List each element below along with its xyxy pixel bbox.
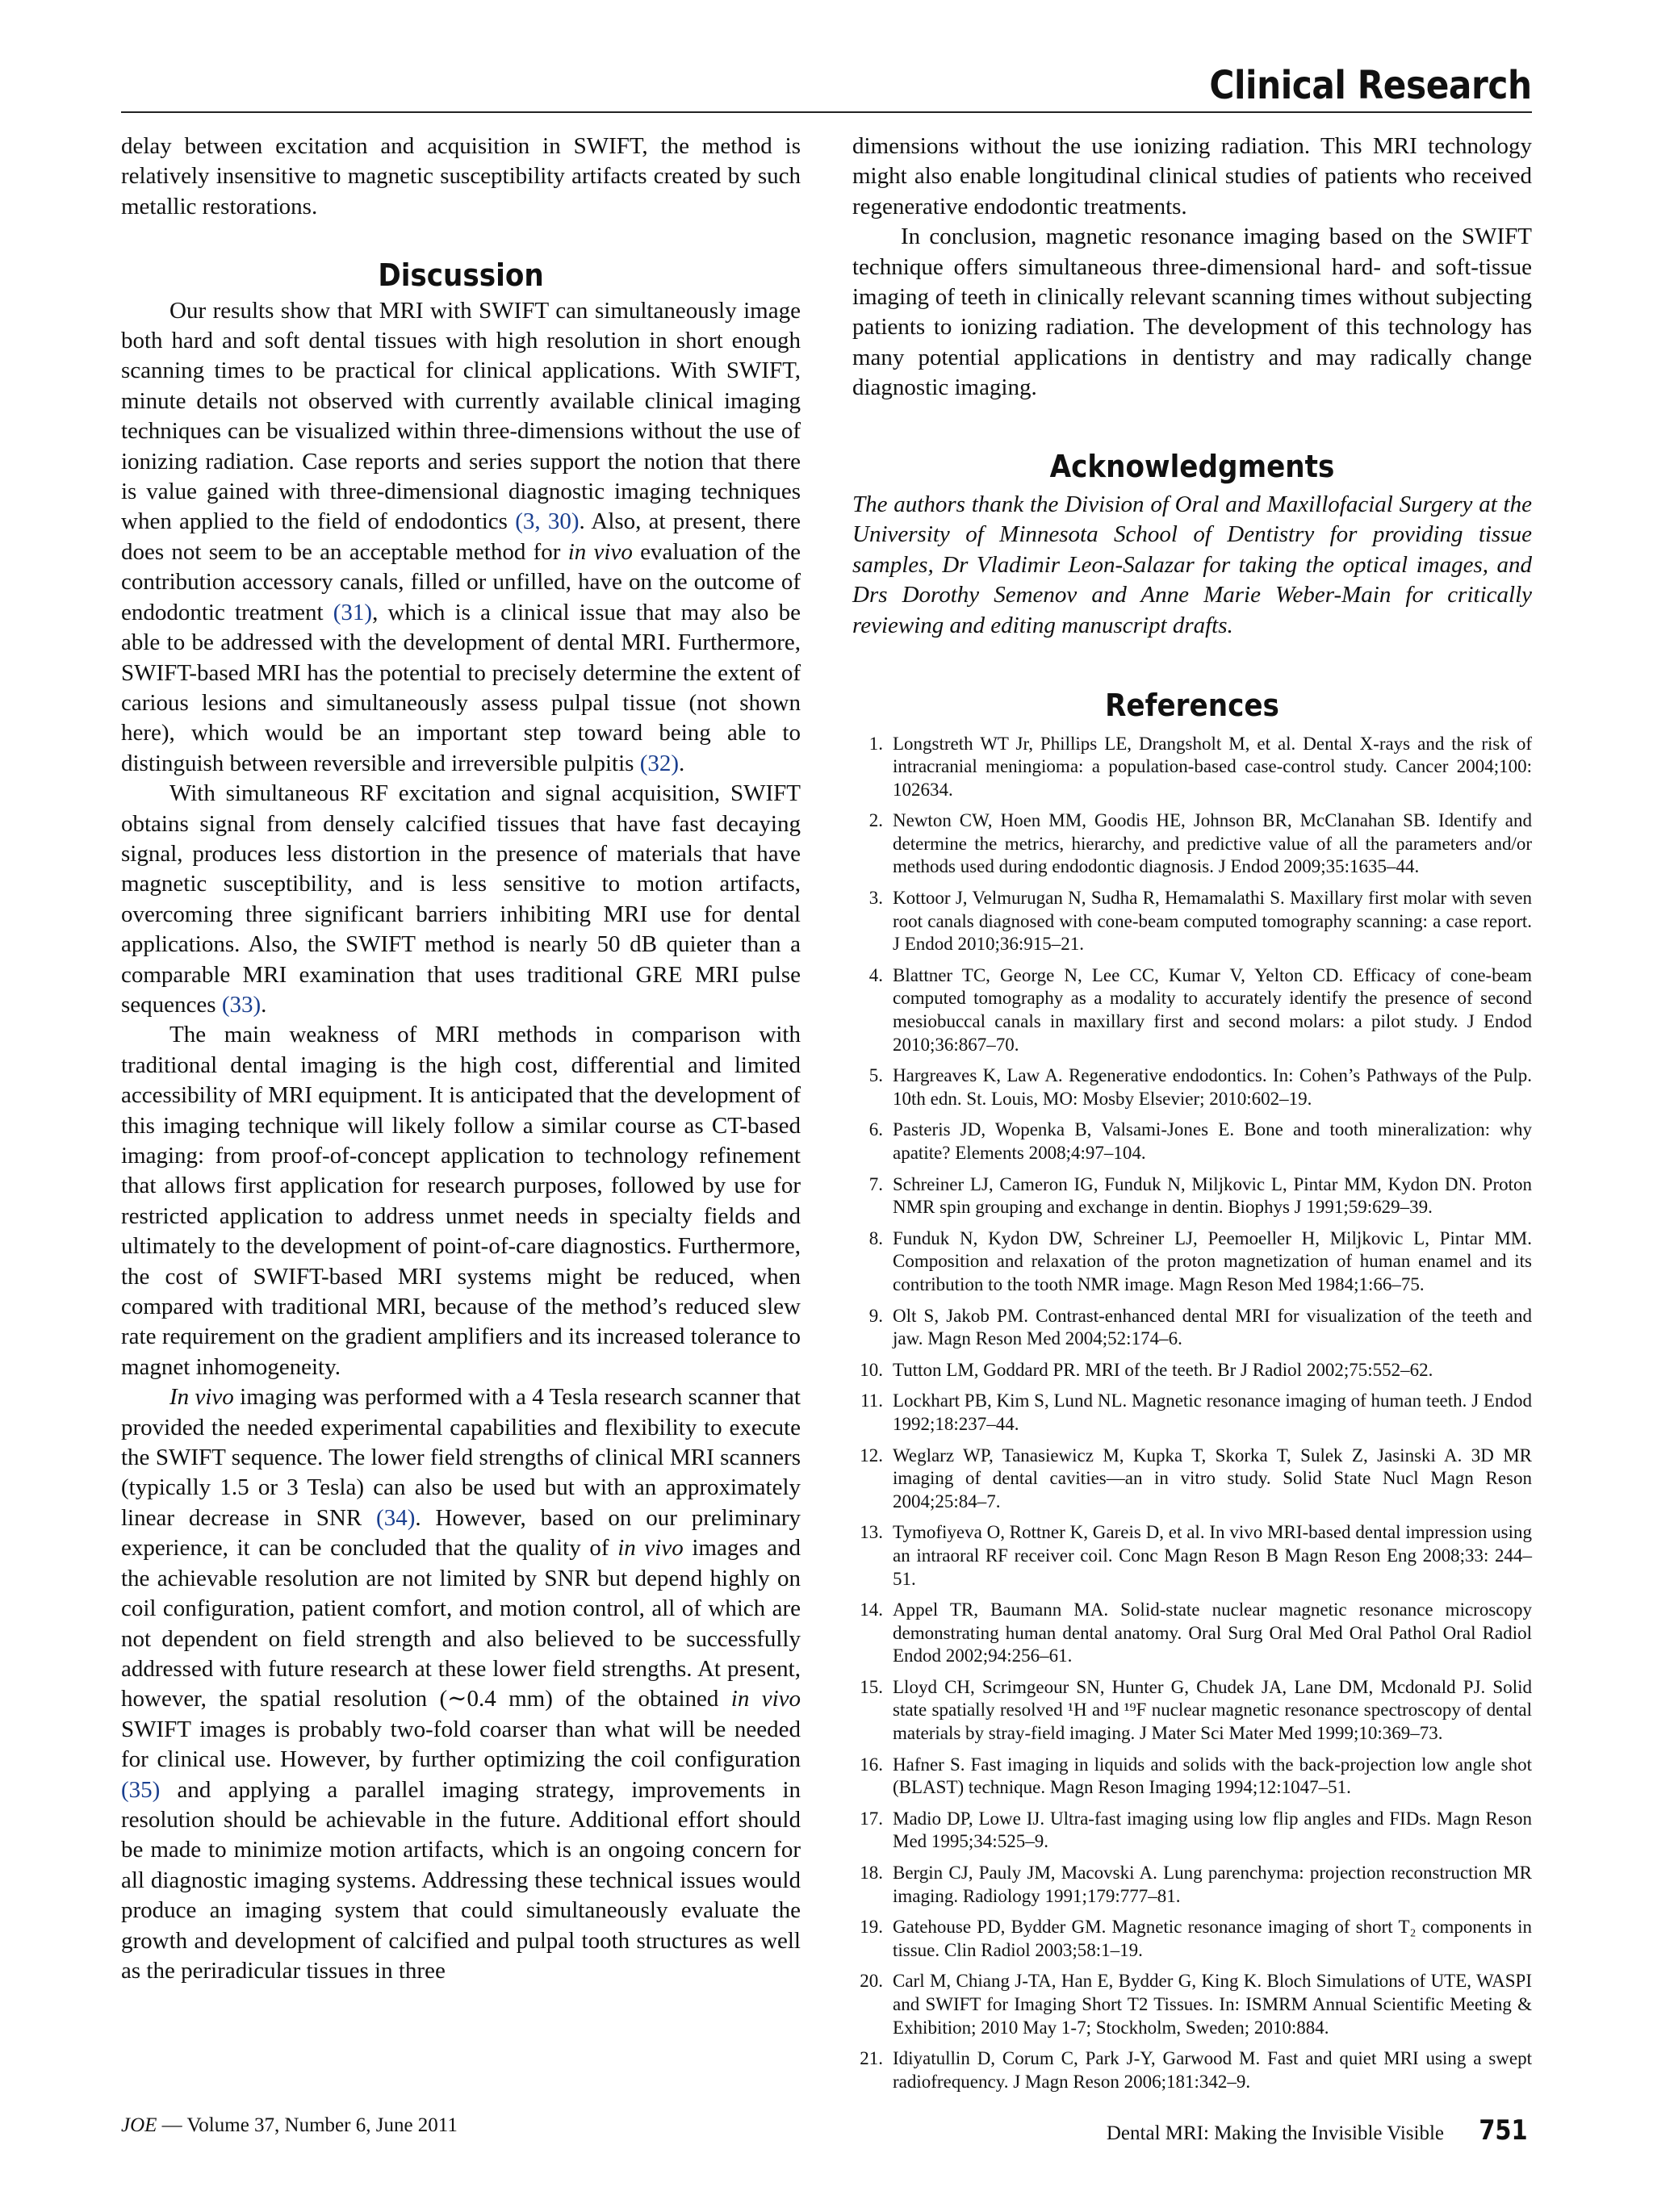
reference-number: 5. xyxy=(868,1065,883,1086)
reference-number: 1. xyxy=(868,733,883,754)
reference-item xyxy=(852,1064,1532,1110)
reference-item xyxy=(852,1445,1532,1514)
reference-text: Newton CW, Hoen MM, Goodis HE, Johnson BR, McClanahan SB. Identify and determine the metrics, hierarchy, and predictive value of all the parameters and/or methods used during endodontic diagnosis. J Endod 2009;35:1635–44. xyxy=(893,810,1532,877)
reference-number: 12. xyxy=(860,1445,883,1466)
reference-number: 13. xyxy=(860,1522,883,1543)
section-header-title: Clinical Research xyxy=(1209,63,1532,108)
reference-item xyxy=(852,1862,1532,1908)
citation-link[interactable]: (35) xyxy=(121,1776,161,1803)
reference-text: Hargreaves K, Law A. Regenerative endodontics. In: Cohen’s Pathways of the Pulp. 10th edn. St. Louis, MO: Mosby Elsevier; 2010:602–19. xyxy=(893,1065,1532,1109)
reference-item xyxy=(852,1970,1532,2039)
reference-item xyxy=(852,1390,1532,1436)
reference-text: Blattner TC, George N, Lee CC, Kumar V, Yelton CD. Efficacy of cone-beam computed tomography as a modality to accurately identify the presence of second mesiobuccal canals in maxillary first and second molars: a pilot study. J Endod 2010;36:867–70. xyxy=(893,964,1532,1055)
reference-text: Kottoor J, Velmurugan N, Sudha R, Hemamalathi S. Maxillary first molar with seven root canals diagnosed with cone-beam computed tomography scanning: a case report. J Endod 2010;36:915–21. xyxy=(893,888,1532,955)
reference-text: Funduk N, Kydon DW, Schreiner LJ, Peemoeller H, Miljkovic L, Pintar MM. Composition and relaxation of the proton magnetization of human enamel and its contribution to the tooth NMR image. Magn Reson Med 1984;1:66–75. xyxy=(893,1227,1532,1294)
reference-text: Longstreth WT Jr, Phillips LE, Drangsholt M, et al. Dental X-rays and the risk of intracranial meningioma: a population-based case-control study. Cancer 2004;100: 102634. xyxy=(893,733,1532,800)
reference-item xyxy=(852,1676,1532,1746)
reference-number: 4. xyxy=(868,964,883,985)
reference-item xyxy=(852,1754,1532,1800)
references-heading: References xyxy=(1105,688,1279,724)
reference-item xyxy=(852,733,1532,802)
reference-number: 9. xyxy=(868,1305,883,1326)
reference-text: Gatehouse PD, Bydder GM. Magnetic resonance imaging of short T₂ components in tissue. Clin Radiol 2003;58:1–19. xyxy=(893,1917,1532,1960)
discussion-paragraph-3: The main weakness of MRI methods in comparison with traditional dental imaging is the high cost, differential and limited accessibility of MRI equipment. It is anticipated that the development of this imaging technique will likely follow a similar course as CT-based imaging: from proof-of-concept application to technology refinement that allows first application for research purposes, followed by use for restricted application to address unmet needs in specialty fields and ultimately to the development of point-of-care diagnostics. Furthermore, the cost of SWIFT-based MRI systems might be reduced, when compared with traditional MRI, because of the method’s reduced slew rate requirement on the gradient amplifiers and its increased tolerance to magnet inhomogeneity. xyxy=(121,1022,801,1380)
reference-text: Lloyd CH, Scrimgeour SN, Hunter G, Chudek JA, Lane DM, Mcdonald PJ. Solid state spatially resolved ¹H and ¹⁹F nuclear magnetic resonance spectroscopy of dental materials by stray-field imaging. J Mater Sci Mater Med 1999;10:369–73. xyxy=(893,1676,1532,1744)
footer-right xyxy=(1107,2114,1532,2147)
page-number: 751 xyxy=(1479,2114,1528,2147)
reference-number: 14. xyxy=(860,1599,883,1620)
reference-text: Pasteris JD, Wopenka B, Valsami-Jones E. Bone and tooth mineralization: why apatite? Elements 2008;4:97–104. xyxy=(893,1119,1532,1163)
reference-item xyxy=(852,1599,1532,1668)
reference-item xyxy=(852,1359,1532,1382)
reference-item xyxy=(852,887,1532,956)
footer-journal: JOE — Volume 37, Number 6, June 2011 xyxy=(121,2114,458,2136)
references-list xyxy=(852,733,1532,2094)
reference-item xyxy=(852,1173,1532,1219)
reference-item xyxy=(852,964,1532,1056)
reference-text: Weglarz WP, Tanasiewicz M, Kupka T, Skorka T, Sulek Z, Jasinski A. 3D MR imaging of dental cavities—an in vitro study. Solid State Nucl Magn Reson 2004;25:84–7. xyxy=(893,1445,1532,1512)
reference-item xyxy=(852,1305,1532,1351)
reference-item xyxy=(852,1119,1532,1165)
discussion-paragraph-4: In vivo imaging was performed with a 4 Tesla research scanner that provided the needed experimental capabilities and flexibility to execute the SWIFT sequence. The lower field strengths of clinical MRI scanners (typically 1.5 or 3 Tesla) can also be used but with an approximately linear decrease in SNR (34). However, based on our preliminary experience, it can be concluded that the quality of in vivo images and the achievable resolution are not limited by SNR but depend highly on coil configuration, patient comfort, and motion control, all of which are not dependent on field strength and also believed to be successfully addressed with future research at these lower field strengths. At present, however, the spatial resolution (∼0.4 mm) of the obtained in vivo SWIFT images is probably two-fold coarser than what will be needed for clinical use. However, by further optimizing the coil configuration (35) and applying a parallel imaging strategy, improvements in resolution should be achievable in the future. Additional effort should be made to minimize motion artifacts, which is an ongoing concern for all diagnostic imaging systems. Addressing these technical issues would produce an imaging system that could simultaneously evaluate the growth and development of calcified and pulpal tooth structures as well as the periradicular tissues in three xyxy=(121,1384,801,1984)
citation-link[interactable]: (32) xyxy=(639,750,680,776)
left-column xyxy=(121,132,801,1986)
reference-text: Tymofiyeva O, Rottner K, Gareis D, et al. In vivo MRI-based dental impression using an intraoral RF receiver coil. Conc Magn Reson B Magn Reson Eng 2008;33: 244–51. xyxy=(893,1522,1532,1589)
reference-text: Tutton LM, Goddard PR. MRI of the teeth. Br J Radiol 2002;75:552–62. xyxy=(893,1359,1433,1380)
reference-text: Hafner S. Fast imaging in liquids and solids with the back-projection low angle shot (BLAST) technique. Magn Reson Imaging 1994;12:1047–51. xyxy=(893,1754,1532,1798)
reference-number: 11. xyxy=(860,1390,883,1411)
reference-number: 21. xyxy=(860,2048,883,2069)
acknowledgments-heading: Acknowledgments xyxy=(1049,448,1335,484)
header-rule xyxy=(121,111,1532,113)
reference-item xyxy=(852,809,1532,879)
intro-paragraph: delay between excitation and acquisition in SWIFT, the method is relatively insensitive to magnetic susceptibility artifacts created by such metallic restorations. xyxy=(121,133,801,220)
discussion-heading: Discussion xyxy=(378,257,544,294)
reference-item xyxy=(852,1808,1532,1854)
reference-number: 3. xyxy=(868,888,883,909)
reference-number: 8. xyxy=(868,1227,883,1248)
reference-number: 6. xyxy=(868,1119,883,1140)
conclusion-paragraph: In conclusion, magnetic resonance imaging based on the SWIFT technique offers simultaneous three-dimensional hard- and soft-tissue imaging of teeth in clinically relevant scanning times without subjecting patients to ionizing radiation. The development of this technology has many potential applications in dentistry and may radically change diagnostic imaging. xyxy=(852,224,1532,401)
reference-number: 17. xyxy=(860,1808,883,1829)
reference-number: 19. xyxy=(860,1917,883,1938)
reference-number: 18. xyxy=(860,1863,883,1884)
citation-link[interactable]: (33) xyxy=(221,991,262,1018)
acknowledgments-text: The authors thank the Division of Oral and Maxillofacial Surgery at the University of Minnesota School of Dentistry for providing tissue samples, Dr Vladimir Leon-Salazar for taking the optical images, and Drs Dorothy Semenov and Anne Marie Weber-Main for critically reviewing and editing manuscript drafts. xyxy=(852,491,1532,638)
continued-paragraph: dimensions without the use ionizing radiation. This MRI technology might also enable longitudinal clinical studies of patients who received regenerative endodontic treatments. xyxy=(852,133,1532,220)
reference-number: 10. xyxy=(860,1359,883,1380)
reference-text: Schreiner LJ, Cameron IG, Funduk N, Miljkovic L, Pintar MM, Kydon DN. Proton NMR spin grouping and exchange in dentin. Biophys J 1991;59:629–39. xyxy=(893,1173,1532,1218)
reference-text: Idiyatullin D, Corum C, Park J-Y, Garwood M. Fast and quiet MRI using a swept radiofrequency. J Magn Reson 2006;181:342–9. xyxy=(893,2048,1532,2092)
running-title: Dental MRI: Making the Invisible Visible xyxy=(1106,2122,1445,2144)
reference-item xyxy=(852,1227,1532,1297)
reference-item xyxy=(852,2047,1532,2093)
reference-item xyxy=(852,1916,1532,1962)
reference-number: 2. xyxy=(868,810,883,831)
discussion-paragraph-2: With simultaneous RF excitation and signal acquisition, SWIFT obtains signal from densely calcified tissues that have fast decaying signal, produces less distortion in the presence of materials that have magnetic susceptibility, and is less sensitive to motion artifacts, overcoming three significant barriers inhibiting MRI use for dental applications. Also, the SWIFT method is nearly 50 dB quieter than a comparable MRI examination that uses traditional GRE MRI pulse sequences (33). xyxy=(121,780,801,1018)
reference-number: 7. xyxy=(868,1173,883,1194)
reference-number: 15. xyxy=(860,1676,883,1697)
reference-text: Appel TR, Baumann MA. Solid-state nuclear magnetic resonance microscopy demonstrating human dental anatomy. Oral Surg Oral Med Oral Pathol Oral Radiol Endod 2002;94:256–61. xyxy=(893,1599,1532,1666)
citation-link[interactable]: (3, 30) xyxy=(515,508,580,535)
citation-link[interactable]: (34) xyxy=(376,1504,416,1531)
reference-text: Lockhart PB, Kim S, Lund NL. Magnetic resonance imaging of human teeth. J Endod 1992;18:237–44. xyxy=(893,1390,1532,1434)
reference-number: 20. xyxy=(860,1971,883,1992)
reference-number: 16. xyxy=(860,1754,883,1775)
reference-text: Carl M, Chiang J-TA, Han E, Bydder G, King K. Bloch Simulations of UTE, WASPI and SWIFT for Imaging Short T2 Tissues. In: ISMRM Annual Scientific Meeting & Exhibition; 2010 May 1-7; Stockholm, Sweden; 2010:884. xyxy=(893,1971,1532,2038)
right-column xyxy=(852,132,1532,2101)
reference-text: Olt S, Jakob PM. Contrast-enhanced dental MRI for visualization of the teeth and jaw. Magn Reson Med 2004;52:174–6. xyxy=(893,1305,1532,1349)
reference-text: Bergin CJ, Pauly JM, Macovski A. Lung parenchyma: projection reconstruction MR imaging. Radiology 1991;179:777–81. xyxy=(893,1863,1532,1906)
citation-link[interactable]: (31) xyxy=(333,599,373,625)
reference-text: Madio DP, Lowe IJ. Ultra-fast imaging using low flip angles and FIDs. Magn Reson Med 1995;34:525–9. xyxy=(893,1808,1532,1852)
reference-item xyxy=(852,1521,1532,1591)
discussion-paragraph-1: Our results show that MRI with SWIFT can simultaneously image both hard and soft dental tissues with high resolution in short enough scanning times to be practical for clinical applications. With SWIFT, minute details not observed with currently available clinical imaging techniques can be visualized within three-dimensions without the use of ionizing radiation. Case reports and series support the notion that there is value gained with three-dimensional diagnostic imaging techniques when applied to the field of endodontics (3, 30). Also, at present, there does not seem to be an acceptable method for in vivo evaluation of the contribution accessory canals, filled or unfilled, have on the outcome of endodontic treatment (31), which is a clinical issue that may also be able to be addressed with the development of dental MRI. Furthermore, SWIFT-based MRI has the potential to precisely determine the extent of carious lesions and simultaneously assess pulpal tissue (not shown here), which would be an important step toward being able to distinguish between reversible and irreversible pulpitis (32). xyxy=(121,297,801,776)
